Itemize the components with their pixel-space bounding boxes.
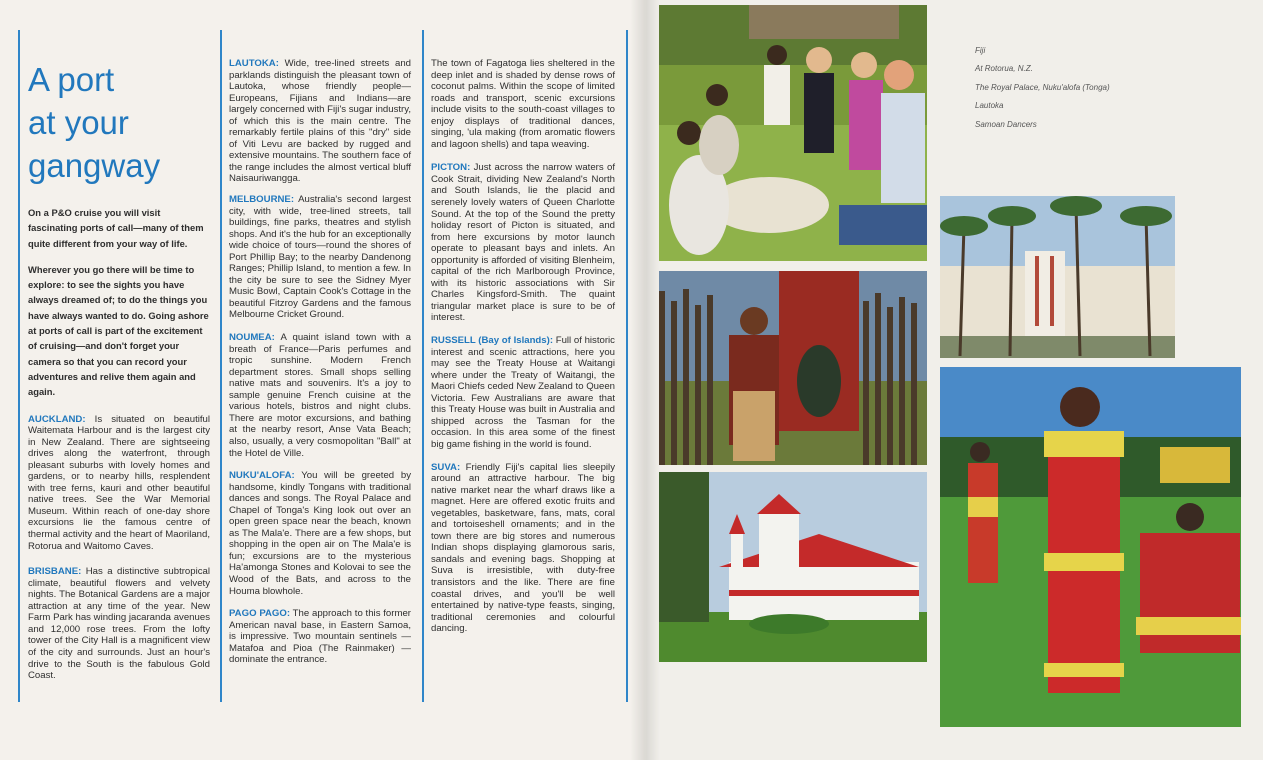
page-title (28, 58, 210, 187)
port-text: Full of historic interest and scenic attractions, here you may see the Treaty House at Waitangi where under the Treaty of Waitangi, the Maori Chiefs ceded New Zealand to Queen Victoria. Few Australians are aware that this Treaty House was built in Australia and shipped across the Tasman for the occasion. In this area some of the finest big game fishing in the world is found. (431, 335, 615, 450)
intro-paragraph: Wherever you go there will be time to explore: to see the sights you have always dreamed of; to do the things you have always wanted to do. Going ashore at ports of call is part of the excitement of cruising—and don't forget your camera so that you can record your adventures and relive them again and again. (28, 263, 209, 398)
caption: Samoan Dancers (975, 119, 1037, 129)
port-heading: PAGO PAGO: (229, 608, 291, 620)
port-heading: LAUTOKA: (229, 58, 279, 69)
column-rule (422, 30, 424, 702)
port-pago-pago-continued (431, 58, 615, 150)
port-heading: PICTON: (431, 162, 471, 174)
title-line: A port (28, 61, 115, 98)
samoan-dancers-photo (940, 367, 1241, 727)
rotorua-photo (659, 271, 927, 465)
port-text: You will be greeted by handsome, kindly Tongans with traditional dances and songs. The Royal Palace and Chapel of Tonga's King look out over an open green space near the beach, known as The Mala'e. There are a few shops, but shopping in the open air on The Mala'e is fun; excursions are to the mysterious Ha'amonga Stones and Kolovai to see the Wood of the Bats, and across to the Houma blowhole. (229, 470, 411, 597)
port-picton (431, 162, 615, 324)
port-heading: MELBOURNE: (229, 194, 295, 206)
port-heading: SUVA: (431, 461, 461, 473)
port-nukualofa (229, 470, 411, 597)
port-text: Has a distinctive subtropical climate, beautiful flowers and velvety nights. The Botanical Gardens are a major attraction at any time of the year. New Farm Park has winding jacaranda avenues and 12,000 rose trees. From the lofty tower of the City Hall is a magnificent view of the city and surrounds. Just an hour's drive to the South is the fabulous Gold Coast. (28, 566, 210, 682)
port-russell (431, 335, 615, 450)
port-brisbane (28, 566, 210, 681)
port-heading: AUCKLAND: (28, 413, 86, 425)
port-text: The town of Fagatoga lies sheltered in the deep inlet and is shaded by dense rows of coconut palms. Within the scope of limited roads and transport, scenic excursions include visits to the south-coast villages to enjoy displays of traditional dances, singing, 'ula making (from aromatic flowers and lagoon shells) and tapa weaving. (431, 58, 615, 150)
column-rule (18, 30, 20, 702)
caption: Lautoka (975, 101, 1004, 111)
port-melbourne (229, 194, 411, 321)
port-text: Is situated on beautiful Waitemata Harbour and is the largest city in New Zealand. There are sightseeing drives along the waterfront, through pleasant suburbs with lovely homes and gardens, or to nearby hills, resplendent with tree ferns, kauri and other beautiful native trees. See the War Memorial Museum. Within reach of one-day shore excursions lie the famous centre of thermal activity and the heart of Maoriland, Rotorua and Waitomo Caves. (28, 413, 210, 552)
title-line: gangway (28, 147, 161, 184)
intro (28, 205, 210, 400)
fiji-photo (659, 5, 927, 261)
caption: The Royal Palace, Nuku'alofa (Tonga) (975, 82, 1110, 92)
intro-paragraph: On a P&O cruise you will visit fascinating ports of call—many of them quite different from your way of life. (28, 207, 204, 249)
lautoka-photo (940, 196, 1175, 358)
port-noumea (229, 332, 411, 459)
royal-palace-photo (659, 472, 927, 662)
column-1 (28, 58, 210, 693)
caption: Fiji (975, 46, 986, 55)
caption: At Rotorua, N.Z. (975, 64, 1033, 74)
column-2 (229, 58, 411, 677)
port-lautoka (229, 58, 411, 185)
port-heading: NOUMEA: (229, 332, 275, 344)
column-rule (220, 30, 222, 702)
port-heading: RUSSELL (Bay of Islands): (431, 335, 554, 347)
port-auckland (28, 414, 210, 553)
title-line: at your (28, 104, 129, 141)
page-gutter (630, 0, 660, 760)
port-suva (431, 462, 615, 635)
port-text: A quaint island town with a breath of France—Paris perfumes and tropic sunshine. Modern French department stores. Small shops selling native mats and souvenirs. It's a joy to sample genuine French cuisine at the various hotels, bistros and night clubs. There are motor excursions, and bathing at the nearby resort, Anse Vata Beach; also, usually, a very cosmopolitan "Ball" at the Hotel de Ville. (229, 332, 411, 459)
port-text: Friendly Fiji's capital lies sleepily around an attractive harbour. The big native market near the wharf draws like a magnet. Here are offered exotic fruits and vegetables, basketware, fans, mats, coral and tortoiseshell ornaments; and in the town there are big stores and numerous Indian shops displaying glamorous saris, sandals and evening bags. Shopping at Suva is irresistible, with duty-free transistors and the like. There are fine coastal drives, and you'll be well entertained by native-type feasts, singing, traditional ceremonies and colourful dancing. (431, 461, 615, 635)
port-text: Australia's second largest city, with wide, tree-lined streets, tall buildings, fine parks, theatres and stylish shops. And it's the hub for an exceptionally wide choice of tours—round the shores of Port Phillip Bay; to the nearby Dandenong Ranges; Phillip Island, to mention a few. In the city be sure to see the Sidney Myer Music Bowl, Captain Cook's Cottage in the beautiful Fitzroy Gardens and the famous Melbourne Cricket Ground. (229, 194, 411, 321)
port-heading: NUKU'ALOFA: (229, 470, 295, 482)
port-text: Just across the narrow waters of Cook Strait, dividing New Zealand's North and South Islands, lie the placid and serenely lovely waters of Queen Charlotte Sound. At the top of the Sound the pretty holiday resort of Picton is situated, and from here excursions by motor launch operate to pleasant bays and inlets. An opportunity is afforded of visiting Blenheim, capital of the rich Marlborough Province, with its historic associations with Sir Charles Kingsford-Smith. The quaint triangular market place is sure to be of interest. (431, 162, 615, 324)
column-3 (431, 58, 615, 646)
port-heading: BRISBANE: (28, 566, 82, 578)
column-rule (626, 30, 628, 702)
photo-captions (975, 42, 1110, 134)
port-text: The approach to this former American naval base, in Eastern Samoa, is impressive. Two mountain sentinels — Matafoa and Pioa (The Rainmaker) — dominate the entrance. (229, 608, 411, 666)
port-pago-pago (229, 608, 411, 666)
port-text: Wide, tree-lined streets and parklands distinguish the pleasant town of Lautoka, whose friendly people—Europeans, Fijians and Indians—are largely concerned with Fiji's sugar industry, of which this is the main centre. The remarkably fertile plains of this "dry" side of Viti Levu are backed by rugged and extensive mountains. The southern face of the range includes the almost vertical bluff Naisauriwangga. (229, 58, 411, 185)
